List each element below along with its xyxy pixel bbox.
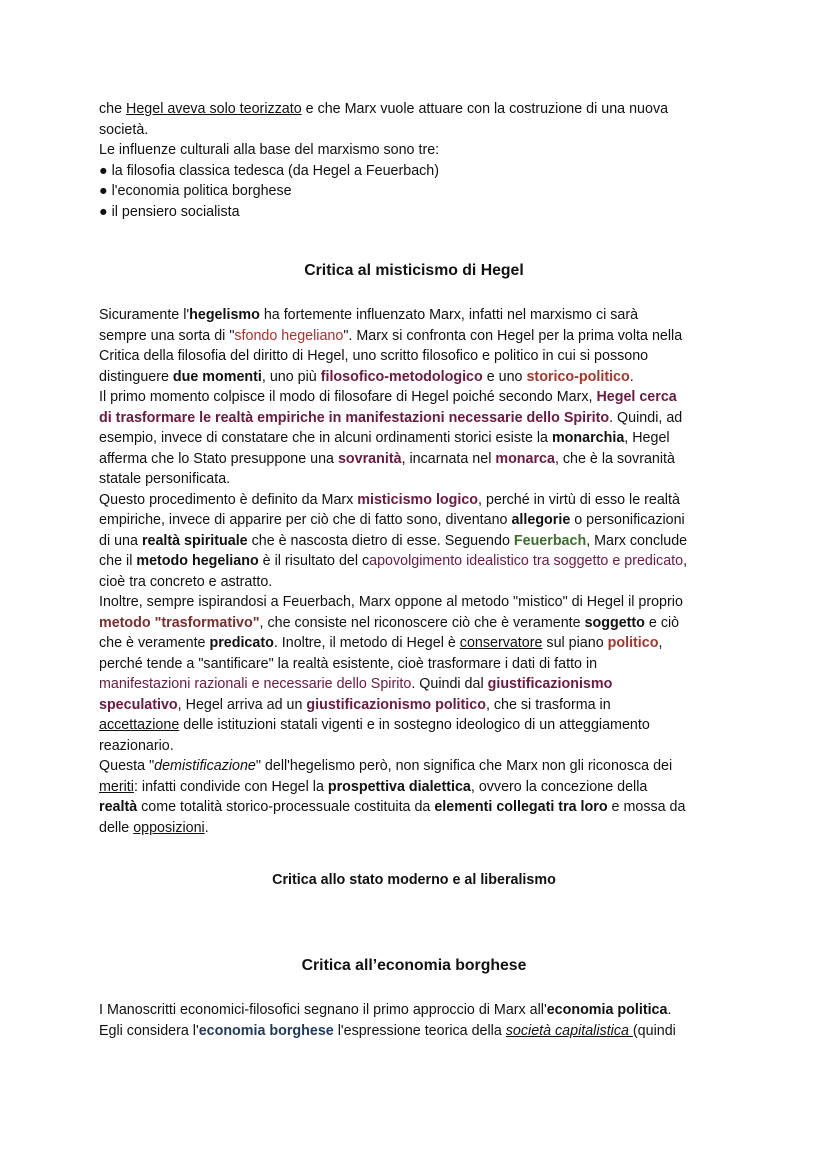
bold-term: hegelismo xyxy=(189,307,260,323)
text-run: , che è la sovranità xyxy=(554,450,675,467)
section-body xyxy=(99,305,739,838)
text-line xyxy=(99,715,739,736)
text-run: . Quindi dal xyxy=(411,676,488,692)
bold-term: prospettiva dialettica xyxy=(327,778,471,795)
text-run: che è veramente xyxy=(99,635,210,651)
text-line: perché tende a "santificare" la realtà esistente, cioè trasformare i dati di fatto in xyxy=(99,655,598,672)
text-run: e uno xyxy=(482,368,527,385)
text-run: che xyxy=(99,101,127,117)
highlighted-term: storico-politico xyxy=(526,368,630,385)
text-run: Questa " xyxy=(99,758,155,774)
text-line xyxy=(99,551,739,572)
text-run: Il primo momento colpisce il modo di filosofare di Hegel poiché secondo Marx, xyxy=(99,389,597,405)
text-run: distinguere xyxy=(99,368,173,385)
text-run: ha fortemente influenzato Marx, infatti nel marxismo ci sarà xyxy=(259,307,639,323)
text-run: sul piano xyxy=(542,635,608,651)
bold-term: metodo hegeliano xyxy=(136,553,259,569)
text-run: Egli considera l' xyxy=(99,1022,199,1039)
text-run: e ciò xyxy=(644,614,680,631)
text-run: Questo procedimento è definito da Marx xyxy=(99,491,358,508)
text-line xyxy=(99,1021,739,1042)
highlighted-term: sovranità xyxy=(337,450,402,467)
text-run: I Manoscritti economici-filosofici segnano il primo approccio di Marx all' xyxy=(99,1002,547,1018)
underlined-text: meriti xyxy=(99,778,134,795)
highlighted-term: giustificazionismo xyxy=(487,676,613,692)
text-line xyxy=(99,305,739,326)
highlighted-term: apovolgimento idealistico tra soggetto e predicato xyxy=(369,553,684,569)
text-line xyxy=(99,1000,739,1021)
text-line xyxy=(99,449,739,470)
bold-term: monarchia xyxy=(551,430,625,446)
text-run: ". Marx si confronta con Hegel per la prima volta nella xyxy=(343,327,683,344)
text-run: , Hegel arriva ad un xyxy=(177,696,307,713)
underlined-text: Hegel aveva solo teorizzato xyxy=(126,101,302,117)
text-run: che è nascosta dietro di esse. Seguendo xyxy=(247,532,514,549)
text-line xyxy=(99,367,739,388)
text-run: . xyxy=(204,819,209,836)
bold-term: elementi collegati tra loro xyxy=(434,799,608,815)
highlighted-term: filosofico-metodologico xyxy=(320,368,483,385)
text-line xyxy=(99,490,739,511)
text-run: , incarnata nel xyxy=(401,450,496,467)
text-run: , Hegel xyxy=(624,430,670,446)
text-run: . xyxy=(629,368,634,385)
text-run: e mossa da xyxy=(607,799,686,815)
text-run: . Quindi, ad xyxy=(609,409,683,426)
highlighted-term: speculativo xyxy=(99,696,178,713)
text-run: " dell'hegelismo però, non significa che Marx non gli riconosca dei xyxy=(255,758,673,774)
text-run: . xyxy=(667,1002,672,1018)
text-run: che il xyxy=(99,553,137,569)
text-line xyxy=(99,756,739,777)
text-run: esempio, invece di constatare che in alcuni ordinamenti storici esiste la xyxy=(99,430,552,446)
italic-term: demistificazione xyxy=(154,758,256,774)
bold-term: realtà xyxy=(99,799,138,815)
text-run: è il risultato del c xyxy=(258,553,370,569)
bullet-item: ● la filosofia classica tedesca (da Hegel a Feuerbach) xyxy=(99,162,440,179)
section-body xyxy=(99,1000,739,1041)
text-run: e che Marx vuole attuare con la costruzione di una nuova xyxy=(301,101,669,117)
text-run: , Marx conclude xyxy=(586,532,688,549)
highlighted-term: politico xyxy=(607,635,659,651)
text-line xyxy=(99,408,739,429)
text-run: afferma che lo Stato presuppone una xyxy=(99,450,338,467)
highlighted-term: giustificazionismo politico xyxy=(306,696,486,713)
text-run: l'espressione teorica della xyxy=(333,1022,506,1039)
text-line: Le influenze culturali alla base del marxismo sono tre: xyxy=(99,142,440,158)
text-line xyxy=(99,674,739,695)
bold-term: allegorie xyxy=(511,512,571,528)
highlighted-term: economia borghese xyxy=(198,1022,334,1039)
intro-block xyxy=(99,99,739,222)
text-line xyxy=(99,387,739,408)
text-run: (quindi xyxy=(632,1022,676,1039)
text-line: Critica della filosofia del diritto di Hegel, uno scritto filosofico e politico in cui si possono xyxy=(99,348,649,364)
text-run: : infatti condivide con Hegel la xyxy=(133,778,328,795)
text-line xyxy=(99,797,739,818)
highlighted-term: monarca xyxy=(495,450,555,467)
section-heading: Critica allo stato moderno e al liberalismo xyxy=(272,872,556,888)
section-heading: Critica al misticismo di Hegel xyxy=(304,262,524,279)
text-line xyxy=(99,510,739,531)
text-run: , perché in virtù di esso le realtà xyxy=(478,491,680,508)
text-line: cioè tra concreto e astratto. xyxy=(99,573,273,590)
text-line: società. xyxy=(99,121,149,138)
text-line xyxy=(99,695,739,716)
highlighted-term: sfondo hegeliano xyxy=(234,327,344,344)
text-line: reazionario. xyxy=(99,737,174,754)
text-run: , che consiste nel riconoscere ciò che è veramente xyxy=(259,614,585,631)
underlined-text: accettazione xyxy=(99,717,180,733)
text-line xyxy=(99,428,739,449)
text-line xyxy=(99,326,739,347)
text-line xyxy=(99,633,739,654)
text-line xyxy=(99,531,739,552)
text-run: , uno più xyxy=(261,368,321,385)
text-run: , ovvero la concezione della xyxy=(470,778,648,795)
text-run: . Inoltre, il metodo di Hegel è xyxy=(273,635,460,651)
bold-term: realtà spirituale xyxy=(141,532,248,549)
text-line: Inoltre, sempre ispirandosi a Feuerbach, Marx oppone al metodo "mistico" di Hegel il proprio xyxy=(99,594,683,610)
text-run: , xyxy=(658,635,663,651)
highlighted-term: Hegel cerca xyxy=(596,389,677,405)
text-run: empiriche, invece di apparire per ciò che di fatto sono, diventano xyxy=(99,512,512,528)
underlined-text: conservatore xyxy=(459,635,543,651)
italic-underlined-term: società capitalistica xyxy=(505,1022,633,1039)
text-run: o personificazioni xyxy=(570,512,685,528)
text-run: delle xyxy=(99,819,134,836)
text-run: di una xyxy=(99,532,142,549)
bullet-item: ● il pensiero socialista xyxy=(99,203,240,220)
text-line xyxy=(99,777,739,798)
underlined-text: opposizioni xyxy=(133,819,205,836)
highlighted-term: di trasformare le realtà empiriche in manifestazioni necessarie dello Spirito xyxy=(99,409,610,426)
text-run: , che si trasforma in xyxy=(485,696,611,713)
bold-term: predicato xyxy=(209,635,274,651)
text-run: sempre una sorta di " xyxy=(99,327,235,344)
text-line xyxy=(99,613,739,634)
text-run: come totalità storico-processuale costituita da xyxy=(137,799,435,815)
text-line xyxy=(99,818,739,839)
bold-term: due momenti xyxy=(172,368,262,385)
highlighted-term: Feuerbach xyxy=(513,532,587,549)
section-heading: Critica all’economia borghese xyxy=(301,957,527,974)
text-run: Sicuramente l' xyxy=(99,307,190,323)
text-line: statale personificata. xyxy=(99,471,231,487)
highlighted-term: metodo "trasformativo" xyxy=(99,614,260,631)
bold-term: economia politica xyxy=(546,1002,668,1018)
text-run: , xyxy=(683,553,688,569)
highlighted-term: manifestazioni razionali e necessarie dello Spirito xyxy=(99,676,412,692)
highlighted-term: misticismo logico xyxy=(357,491,479,508)
text-run: delle istituzioni statali vigenti e in sostegno ideologico di un atteggiamento xyxy=(179,717,650,733)
bold-term: soggetto xyxy=(584,614,645,631)
text-line xyxy=(99,99,739,120)
bullet-item: ● l'economia politica borghese xyxy=(99,183,292,199)
